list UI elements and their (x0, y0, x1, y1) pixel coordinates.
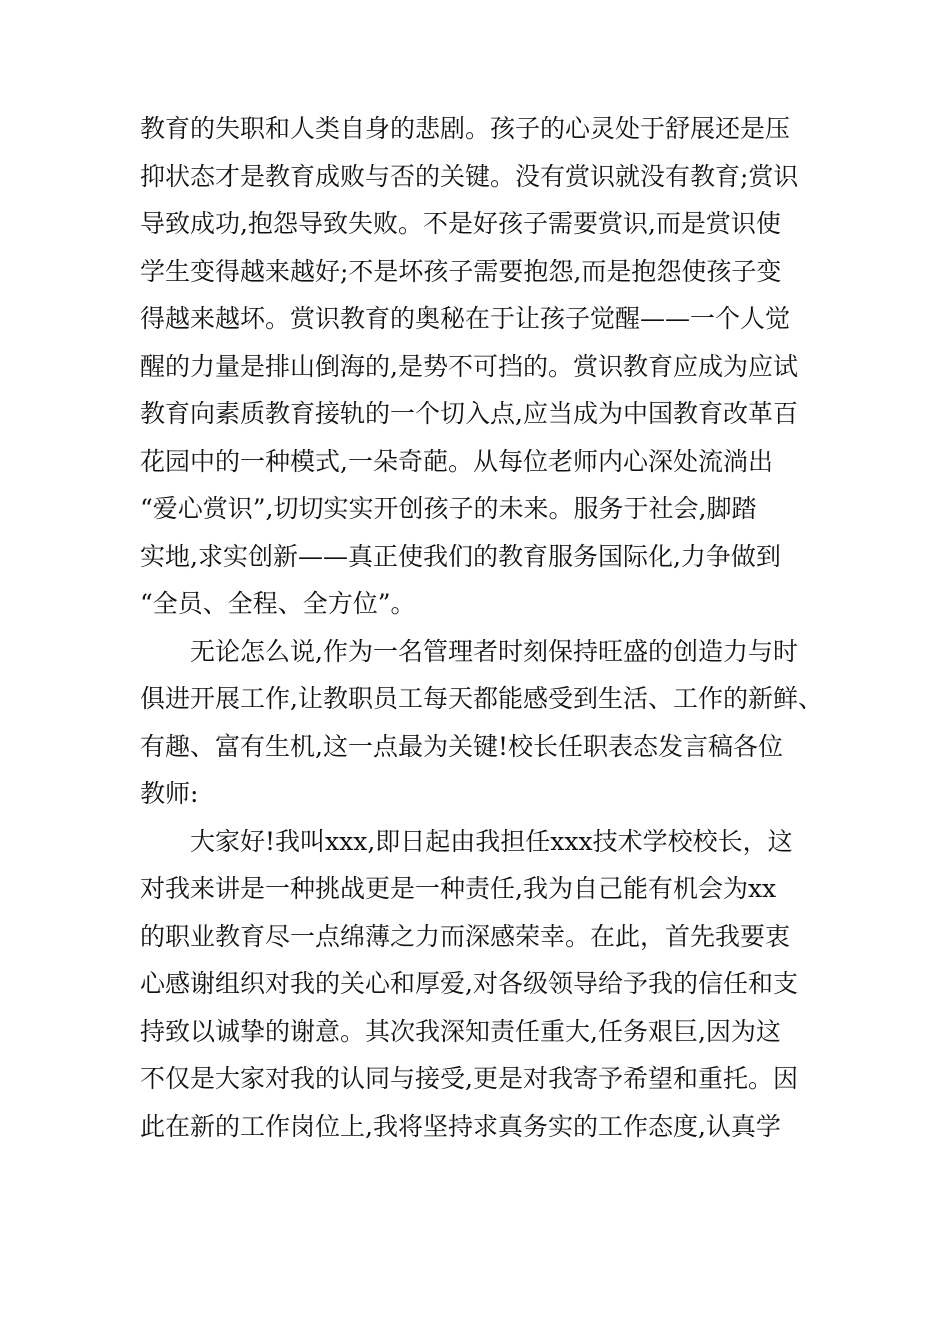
text-line: 得越来越坏。赏识教育的奥秘在于让孩子觉醒——一个人觉 (140, 304, 791, 333)
text-line: 教育的失职和人类自身的悲剧。孩子的心灵处于舒展还是压 (140, 114, 791, 143)
text-line: “爱心赏识”,切切实实开创孩子的未来。服务于社会,脚踏 (140, 494, 757, 523)
text-line: 实地,求实创新——真正使我们的教育服务国际化,力争做到 (140, 541, 781, 571)
text-line: 抑状态才是教育成败与否的关键。没有赏识就没有教育;赏识 (140, 161, 799, 191)
text-line: 学生变得越来越好;不是坏孩子需要抱怨,而是抱怨使孩子变 (140, 256, 782, 286)
text-line: “全员、全程、全方位”。 (140, 589, 416, 618)
text-line: 醒的力量是排山倒海的,是势不可挡的。赏识教育应成为应试 (140, 351, 798, 381)
paragraph-first-line: 无论怎么说,作为一名管理者时刻保持旺盛的创造力与时 (190, 636, 798, 666)
text-line: 心感谢组织对我的关心和厚爱,对各级领导给予我的信任和支 (140, 969, 798, 998)
text-line: 导致成功,抱怨导致失败。不是好孩子需要赏识,而是赏识使 (140, 209, 781, 238)
text-line: 有趣、富有生机,这一点最为关键!校长任职表态发言稿各位 (140, 731, 783, 761)
text-line: 的职业教育尽一点绵薄之力而深感荣幸。在此，首先我要衷 (140, 921, 791, 951)
text-line: 此在新的工作岗位上,我将坚持求真务实的工作态度,认真学 (140, 1111, 781, 1141)
paragraph-first-line: 大家好!我叫xxx,即日起由我担任xxx技术学校校长，这 (190, 826, 793, 856)
text-line: 花园中的一种模式,一朵奇葩。从每位老师内心深处流淌出 (140, 446, 773, 476)
text-line: 俱进开展工作,让教职员工每天都能感受到生活、工作的新鲜、 (140, 684, 823, 713)
text-line: 持致以诚挚的谢意。其次我深知责任重大,任务艰巨,因为这 (140, 1016, 781, 1046)
text-line: 教师: (140, 779, 199, 808)
text-line: 教育向素质教育接轨的一个切入点,应当成为中国教育改革百 (140, 399, 798, 428)
document-body (140, 105, 840, 1150)
text-line: 对我来讲是一种挑战更是一种责任,我为自己能有机会为xx (140, 874, 777, 903)
text-line: 不仅是大家对我的认同与接受,更是对我寄予希望和重托。因 (140, 1064, 798, 1093)
